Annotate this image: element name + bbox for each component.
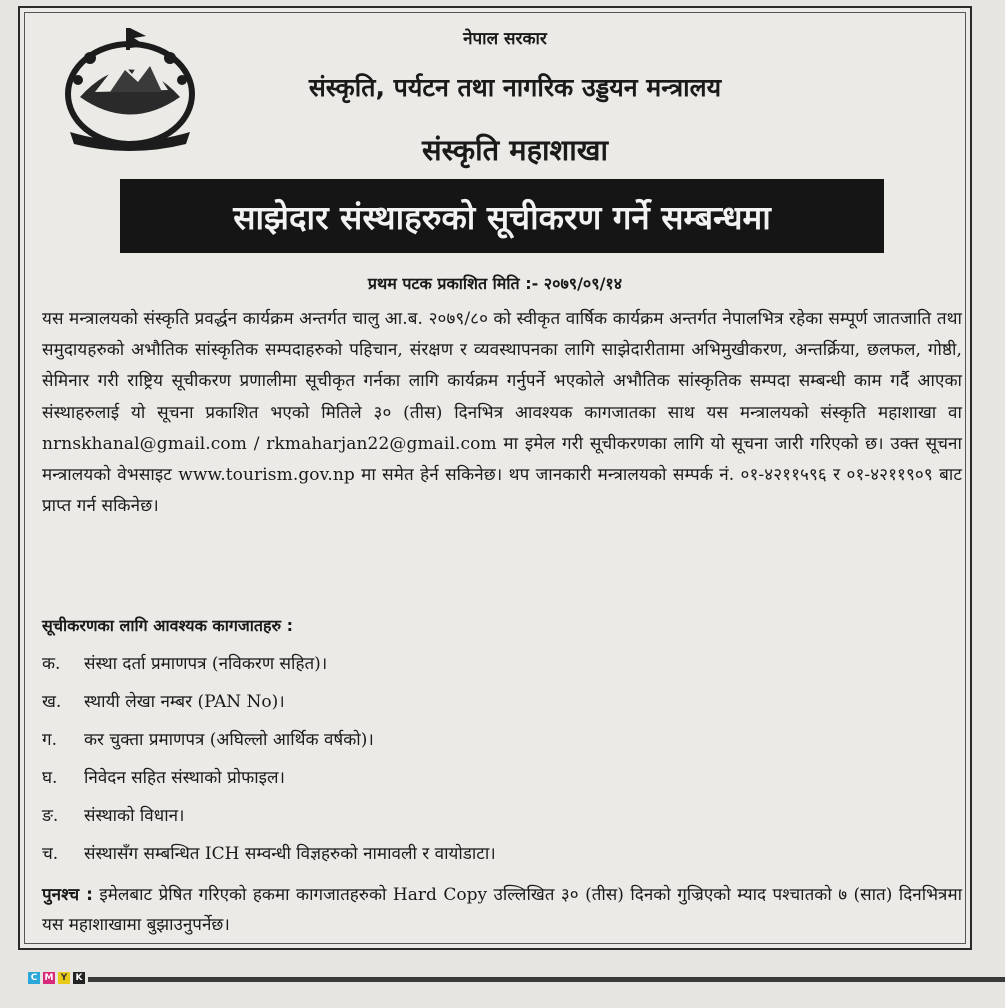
list-text: कर चुक्ता प्रमाणपत्र (अघिल्लो आर्थिक वर्षको)। <box>84 730 374 750</box>
postscript-label: पुनश्च : <box>42 885 93 905</box>
postscript-text: इमेलबाट प्रेषित गरिएको हकमा कागजातहरुको Hard Copy उल्लिखित ३० (तीस) दिनको गुज्रिएको म्याद पश्चातको ७ (सात) दिनभित्रमा यस महाशाखामा बुझाउनुपर्नेछ। <box>42 885 963 935</box>
notice-body: यस मन्त्रालयको संस्कृति प्रवर्द्धन कार्यक्रम अन्तर्गत चालु आ.ब. २०७९/८० को स्वीकृत वार्षिक कार्यक्रम अन्तर्गत नेपालभित्र रहेका सम्पूर्ण जातजाति तथा समुदायहरुको अभौतिक सांस्कृतिक सम्पदाहरुको पहिचान, संरक्षण र व्यवस्थापनका लागि साझेदारीतामा अभिमुखीकरण, अन्तर्क्रिया, छलफल, गोष्ठी, सेमिनार गरी राष्ट्रिय सूचीकरण प्रणालीमा सूचीकृत गर्नका लागि कार्यक्रम गर्नुपर्ने भएकोले अभौतिक सांस्कृतिक सम्पदा सम्बन्धी काम गर्दै आएका संस्थाहरुलाई यो सूचना प्रकाशित भएको मितिले ३० (तीस) दिनभित्र आवश्यक कागजातका साथ यस मन्त्रालयको संस्कृति महाशाखा वा nrnskhanal@gmail.com / rkmaharjan22@gmail.com मा इमेल गरी सूचीकरणका लागि यो सूचना जारी गरिएको छ। उक्त सूचना मन्त्रालयको वेभसाइट www.tourism.gov.np मा समेत हेर्न सकिनेछ। थप जानकारी मन्त्रालयको सम्पर्क नं. ०१-४२११५९६ र ०१-४२११९०९ बाट प्राप्त गर्न सकिनेछ। <box>42 309 963 517</box>
list-marker: घ. <box>42 768 58 788</box>
cmyk-k: K <box>73 972 85 984</box>
division-name: संस्कृति महाशाखा <box>421 133 608 167</box>
list-item <box>42 654 950 692</box>
requirements-list <box>42 654 950 882</box>
postscript <box>42 880 962 940</box>
list-text: संस्थासँग सम्बन्धित ICH सम्वन्धी विज्ञहरुको नामावली र वायोडाटा। <box>84 844 496 864</box>
requirements-heading: सूचीकरणका लागि आवश्यक कागजातहरु : <box>42 616 294 635</box>
list-item <box>42 730 950 768</box>
ministry-name: संस्कृति, पर्यटन तथा नागरिक उड्डयन मन्त्रालय <box>308 73 722 102</box>
notice-frame <box>18 6 972 950</box>
list-marker: ग. <box>42 730 57 750</box>
list-text: स्थायी लेखा नम्बर (PAN No)। <box>84 692 285 712</box>
list-item <box>42 768 950 806</box>
list-text: संस्था दर्ता प्रमाणपत्र (नविकरण सहित)। <box>84 654 328 674</box>
list-marker: क. <box>42 654 61 674</box>
government-name: नेपाल सरकार <box>463 29 547 49</box>
cmyk-m: M <box>44 973 54 983</box>
list-marker: च. <box>42 844 59 864</box>
list-text: संस्थाको विधान। <box>84 806 185 826</box>
cmyk-y: Y <box>58 972 70 984</box>
list-item <box>42 692 950 730</box>
notice-title: साझेदार संस्थाहरुको सूचीकरण गर्ने सम्बन्धमा <box>233 197 771 237</box>
list-item <box>42 806 950 844</box>
page-divider <box>88 977 1005 982</box>
list-marker: ङ. <box>42 806 59 826</box>
list-text: निवेदन सहित संस्थाको प्रोफाइल। <box>84 768 285 788</box>
publication-date: प्रथम पटक प्रकाशित मिति :- २०७९/०९/१४ <box>367 274 623 293</box>
notice-title-banner <box>120 179 884 253</box>
list-item <box>42 844 950 882</box>
cmyk-registration-marks <box>28 972 85 984</box>
cmyk-c: C <box>28 972 40 984</box>
list-marker: ख. <box>42 692 62 712</box>
